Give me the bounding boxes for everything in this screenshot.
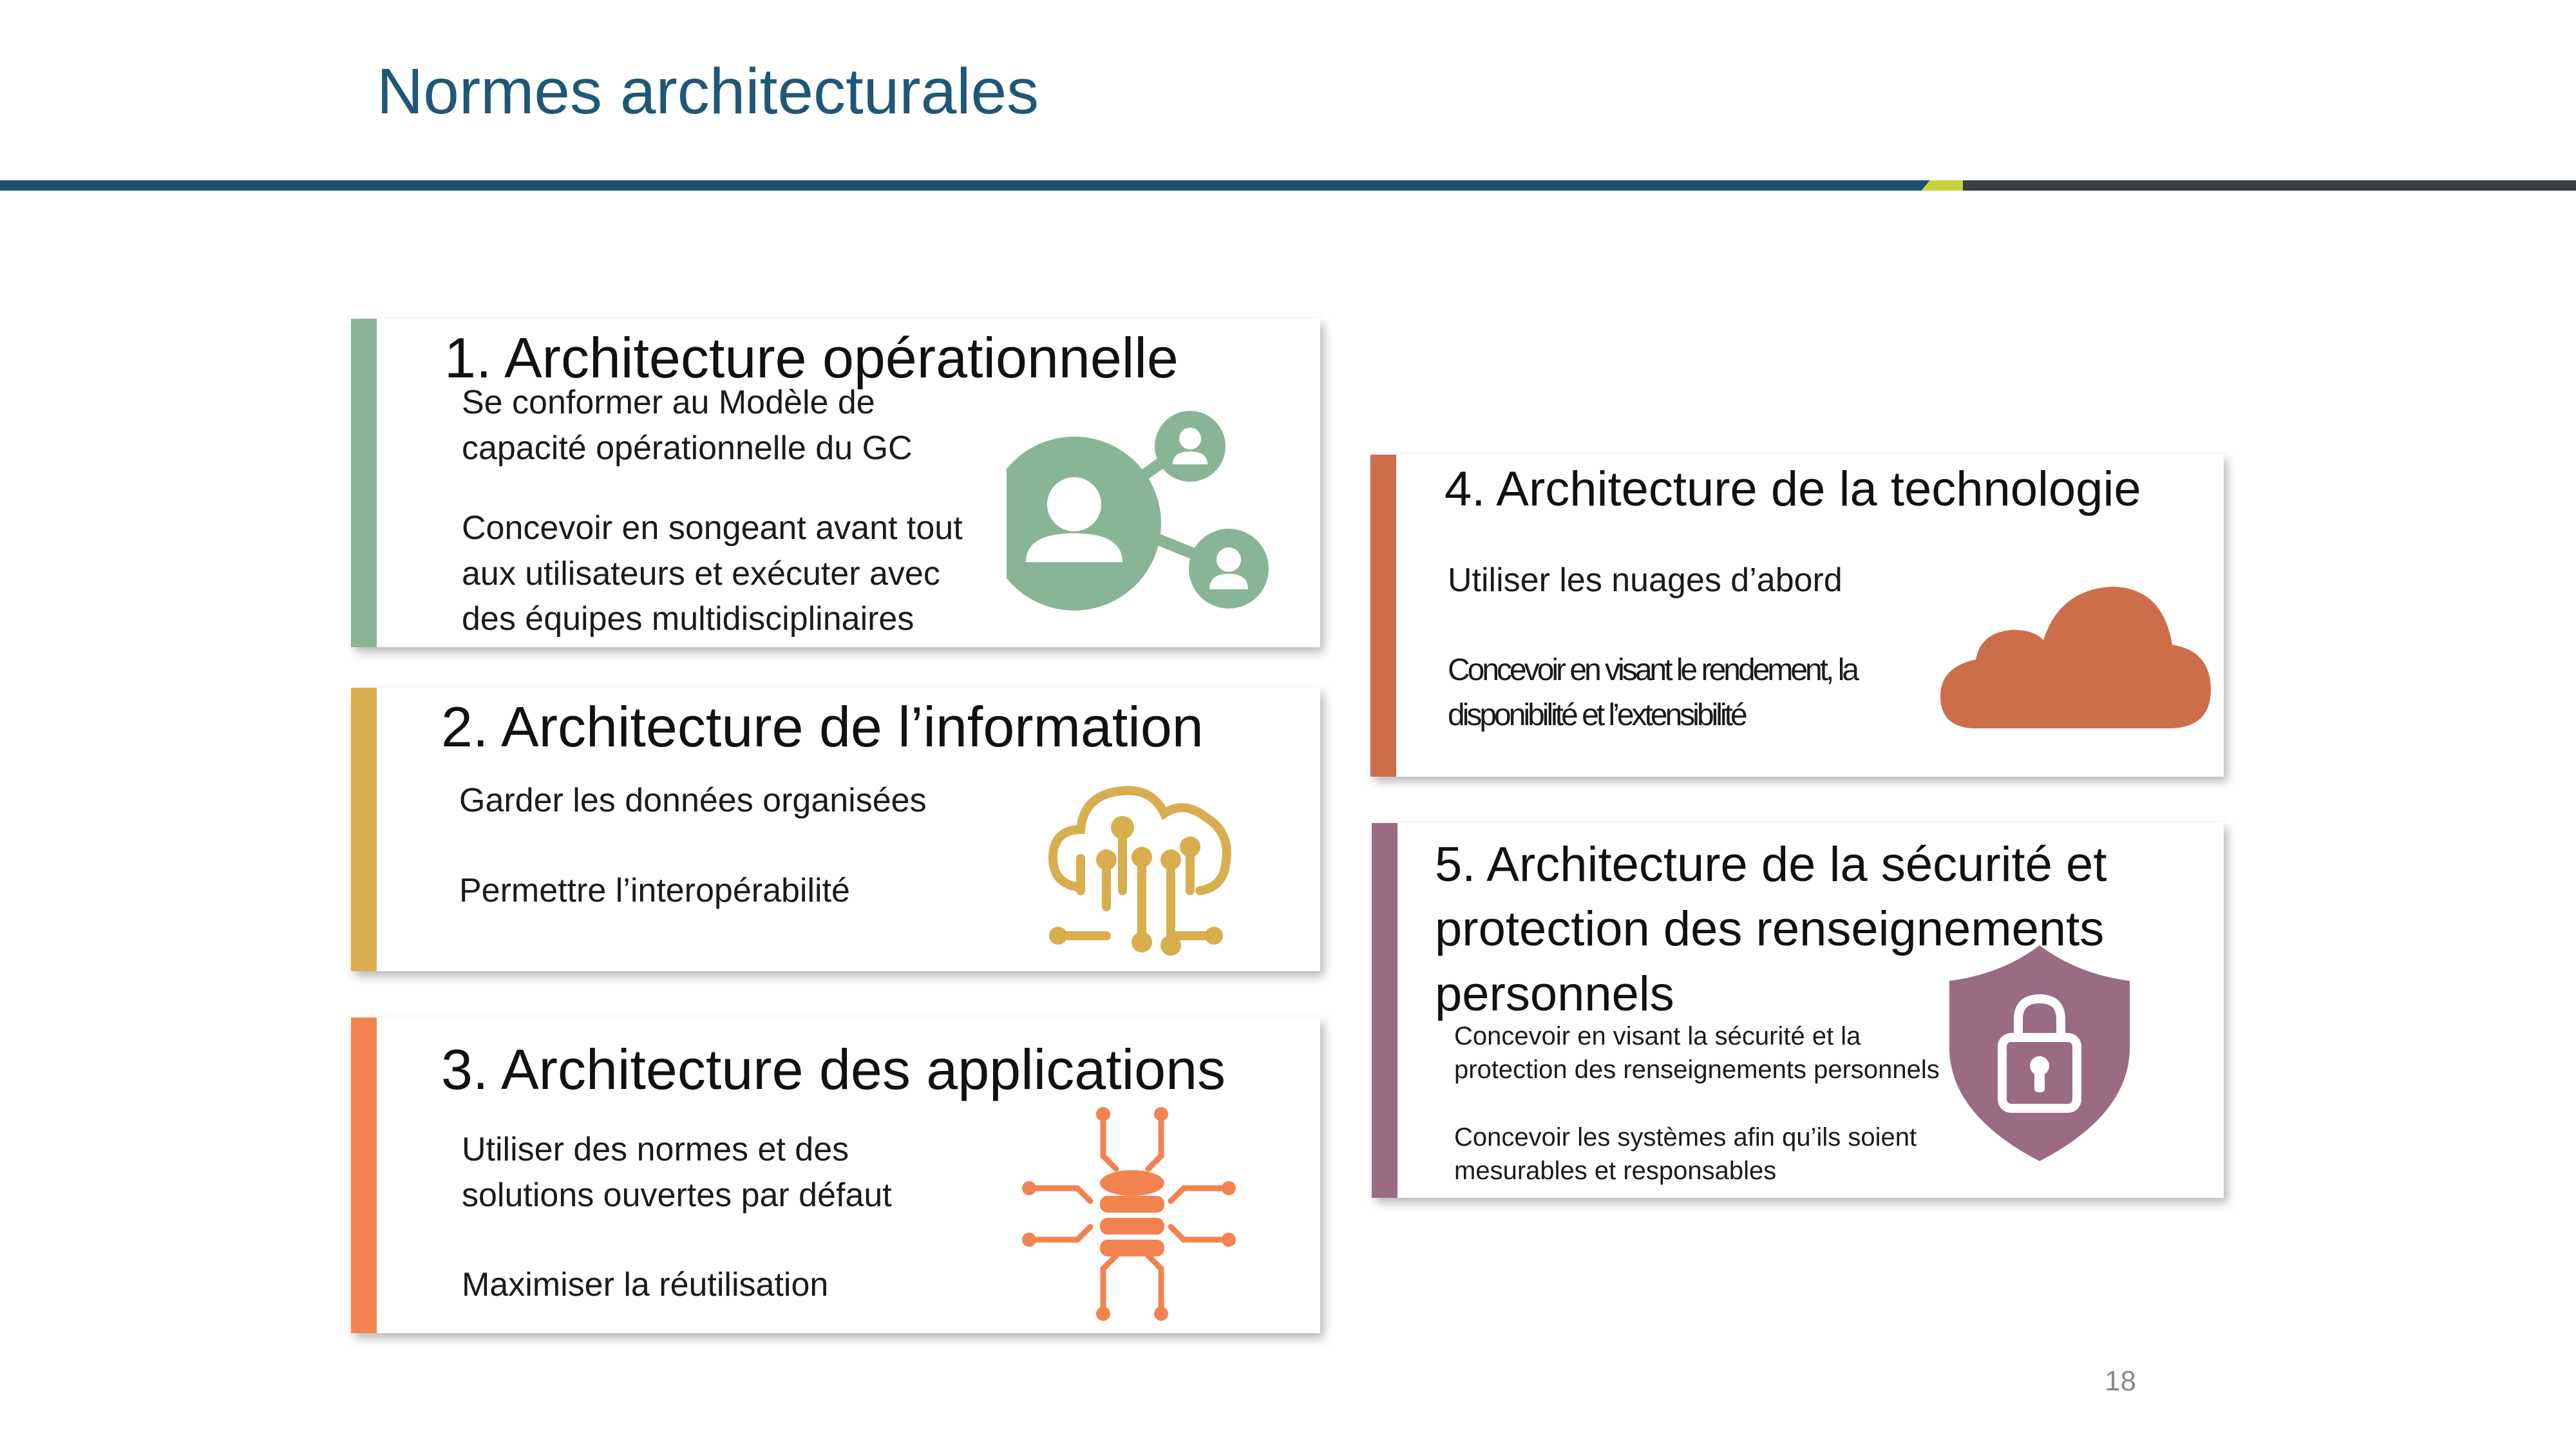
- card-heading: 3. Architecture des applications: [441, 1037, 1226, 1101]
- card-business-architecture: [351, 319, 1320, 647]
- card-text-secondary: Maximiser la réutilisation: [462, 1266, 829, 1303]
- card-heading: 4. Architecture de la technologie: [1444, 462, 2141, 516]
- page-title: Normes architecturales: [377, 55, 1039, 128]
- database-circuit-icon: [1019, 1104, 1238, 1323]
- card-text-secondary: Concevoir en songeant avant tout aux utilisateurs et exécuter avec des équipes multidisciplinaires: [462, 509, 963, 638]
- card-security-architecture: [1372, 823, 2224, 1198]
- card-text-secondary: Concevoir les systèmes afin qu’ils soient mesurables et responsables: [1454, 1123, 1917, 1185]
- card-information-architecture: [351, 688, 1320, 971]
- card-heading: 1. Architecture opérationnelle: [444, 326, 1179, 390]
- card-text-primary: Utiliser les nuages d’abord: [1448, 562, 1842, 599]
- card-technology-architecture: [1370, 455, 2224, 777]
- card-heading: 5. Architecture de la sécurité et protection des renseignements personnels: [1435, 837, 2107, 1021]
- user-network-icon: [1007, 408, 1309, 614]
- shield-lock-icon: [1946, 942, 2133, 1164]
- card-heading: 2. Architecture de l’information: [441, 695, 1204, 759]
- card-text-secondary: Concevoir en visant le rendement, la disponibilité et l’extensibilité: [1448, 653, 1857, 732]
- card-text-primary: Se conformer au Modèle de capacité opérationnelle du GC: [462, 384, 913, 467]
- card-text-primary: Garder les données organisées: [459, 782, 927, 819]
- cloud-icon: [1937, 577, 2214, 738]
- cloud-circuit-icon: [1045, 768, 1238, 961]
- card-text-primary: Utiliser des normes et des solutions ouvertes par défaut: [462, 1131, 892, 1214]
- page-number: 18: [2105, 1365, 2136, 1397]
- card-text-primary: Concevoir en visant la sécurité et la protection des renseignements personnels: [1454, 1022, 1940, 1084]
- card-text-secondary: Permettre l’interopérabilité: [459, 872, 850, 909]
- card-application-architecture: [351, 1018, 1320, 1333]
